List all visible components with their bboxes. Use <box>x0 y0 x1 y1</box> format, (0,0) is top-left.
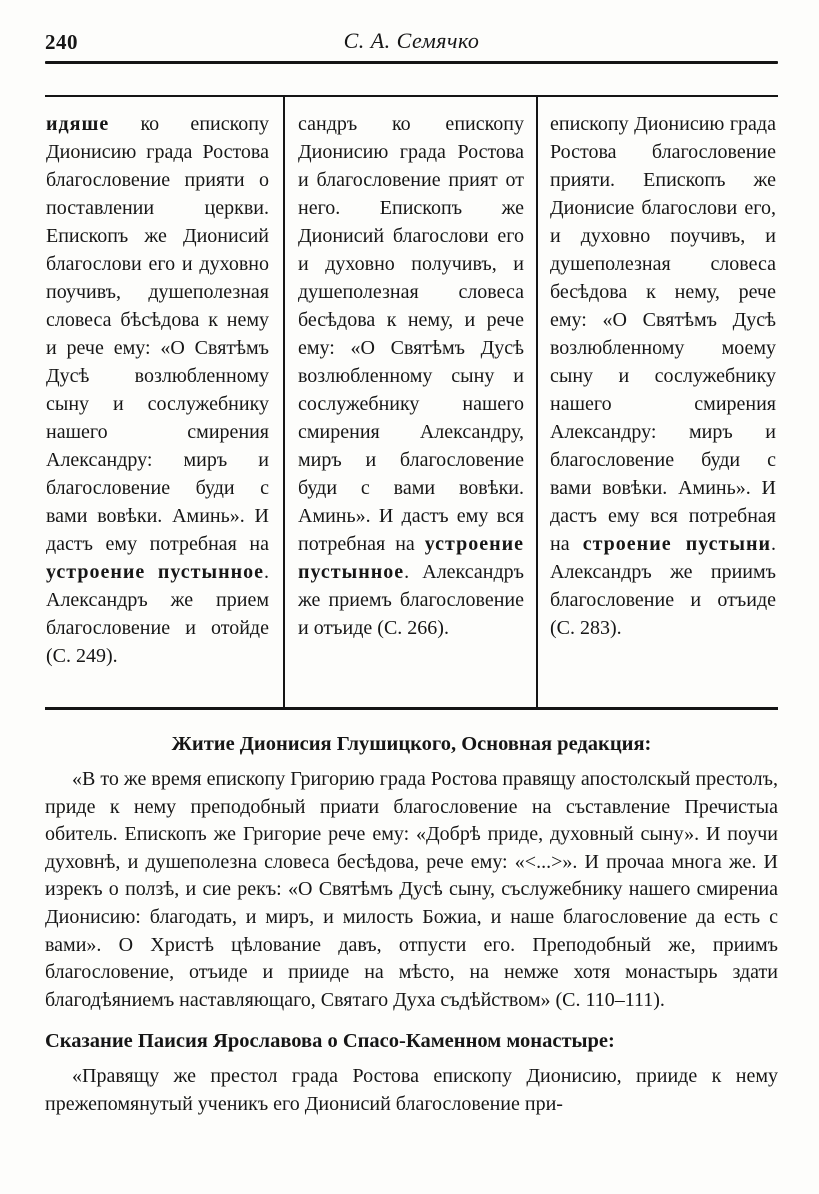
text-segment: устроение пустынное <box>46 561 264 583</box>
table-column-2 <box>283 97 538 707</box>
body-sections <box>45 731 778 1119</box>
text-segment: устроение пустынное <box>298 533 524 583</box>
column-3-text <box>550 110 776 642</box>
column-1-text <box>46 110 269 670</box>
text-segment: . Александръ же приимъ благословение и отъиде (С. 283). <box>550 533 776 639</box>
header-rule <box>45 61 778 64</box>
comparison-table <box>45 95 778 710</box>
text-segment: строение пустыни <box>582 533 771 555</box>
text-segment: епископу Дионисию града Ростова благословение прияти. Епископъ же Дионисие благослови его, и духовно поучивъ, и душеполезная словеса бесѣдова к нему, рече ему: «О Святѣмъ Дусѣ возлюбленному моему сыну и сослужебнику нашего смирения Александру: миръ и благословение буди с вами вовѣки. Аминь». И дастъ ему вся потребная на <box>550 113 776 555</box>
table-column-1 <box>45 97 283 707</box>
text-segment: . Александръ же прием благословение и отойде (С. 249). <box>46 561 269 667</box>
section-paragraph-skazanie: «Правящу же престол града Ростова епископу Дионисию, прииде к нему прежепомянутый ученикъ его Дионисий благословение при- <box>45 1065 778 1115</box>
section-heading-skazanie: Сказание Паисия Ярославова о Спасо-Каменном монастыре: <box>45 1030 615 1053</box>
section-heading-zhitie: Житие Дионисия Глушицкого, Основная редакция: <box>171 733 652 755</box>
running-head <box>45 27 778 57</box>
column-2-text <box>298 110 524 642</box>
text-segment: . Александръ же приемъ благословение и отъиде (С. 266). <box>298 561 524 639</box>
text-segment: сандръ ко епископу Дионисию града Ростова и благословение прият от него. Епископъ же Дионисий благослови его и духовно получивъ, и душеполезная словеса бесѣдова к нему, и рече ему: «О Святѣмъ Дусѣ возлюбленному сыну и сослужебнику нашего смирения Александру, миръ и благословение буди с вами вовѣки. Аминь». И дастъ ему вся потребная на <box>298 113 524 555</box>
text-segment: ко епископу Дионисию града Ростова благословение прияти о поставлении церкви. Епископъ же Дионисий благослови его и духовно поучивъ, душеполезная словеса бѣсѣдова к нему и рече ему: «О Святѣмъ Дусѣ возлюбленному сыну и сослужебнику нашего смирения Александру: миръ и благословение буди с вами вовѣки. Аминь». И дастъ ему потребная на <box>46 113 269 555</box>
text-segment: идяше <box>46 113 110 135</box>
running-title: С. А. Семячко <box>343 28 480 53</box>
page-number: 240 <box>45 30 78 54</box>
section-paragraph-zhitie: «В то же время епископу Григорию града Ростова правящу апостолскый престолъ, приде к нему преподобный приати благословение на съставление Пречистыа обитель. Епископъ же Григорие рече ему: «Добрѣ приде, духовный сыну». И поучи духовнѣ, и душеполезна словеса бесѣдова, рече ему: «<...>». И прочаа многа же. И изрекъ о ползѣ, и сие рекъ: «О Святѣмъ Дусѣ сыну, съслужебнику нашего смирениа Дионисию: благодать, и миръ, и милость Божиа, и наше благословение да есть с вами». О Христѣ цѣлование давъ, отпусти его. Преподобный же, приимъ благословение, отъиде и прииде на мѣсто, на немже хотя монастырь здати благодѣяниемъ наставляющаго, Святаго Духа съдѣйством» (С. 110–111). <box>45 768 778 1011</box>
table-column-3 <box>538 97 778 707</box>
